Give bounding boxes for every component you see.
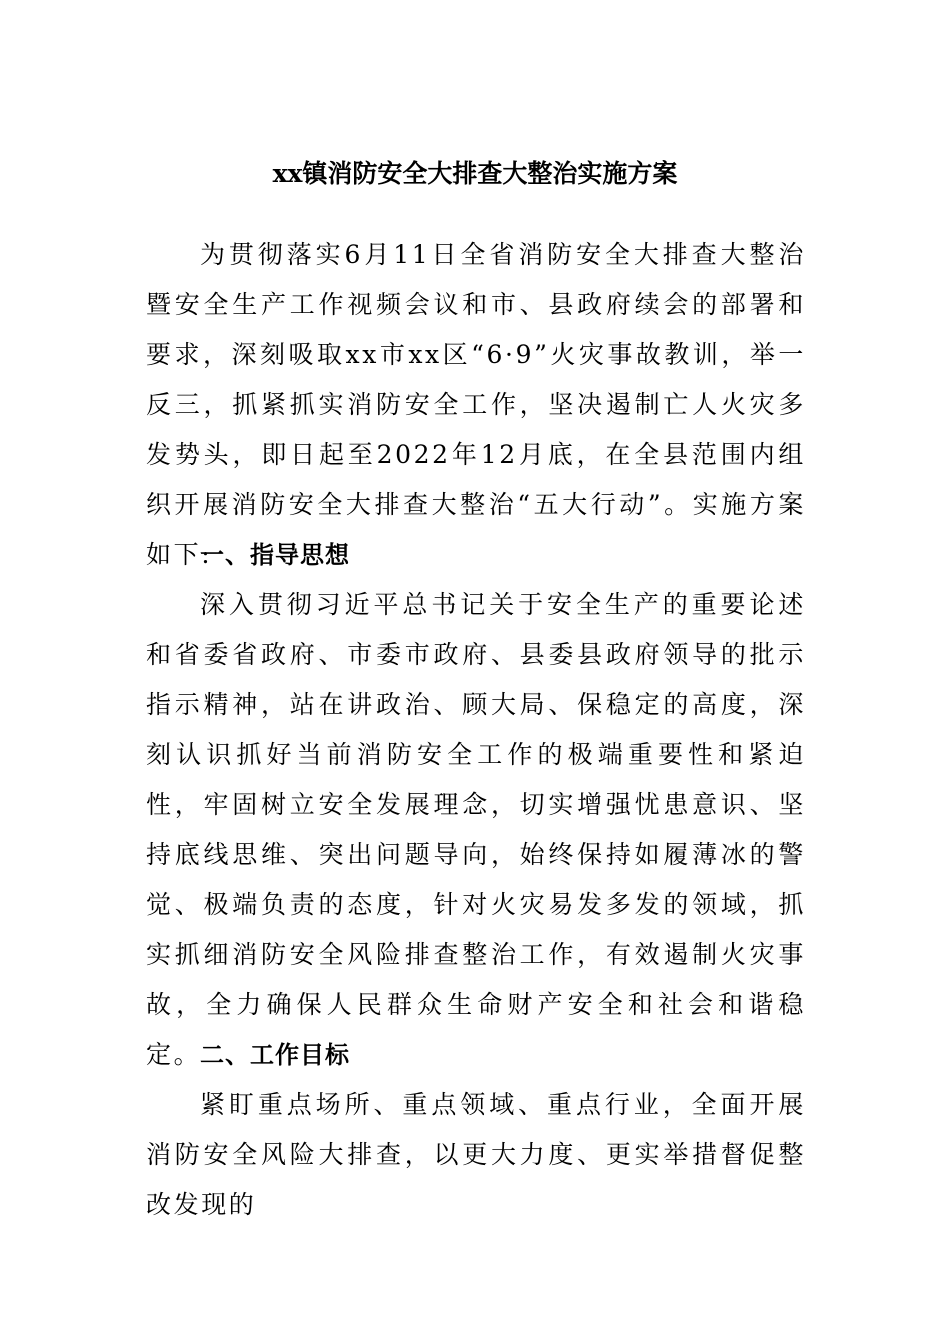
section-heading-work-goals: 二、工作目标 (200, 1041, 350, 1069)
section-paragraph-work-goals: 紧盯重点场所、重点领域、重点行业，全面开展消防安全风险大排查，以更大力度、更实举措督促整改发现的 (146, 1090, 806, 1219)
section-heading-guiding-ideology: 一、指导思想 (200, 541, 350, 569)
section-paragraph-guiding-ideology: 深入贯彻习近平总书记关于安全生产的重要论述和省委省政府、市委市政府、县委县政府领导的批示指示精神，站在讲政治、顾大局、保稳定的高度，深刻认识抓好当前消防安全工作的极端重要性和紧迫性，牢固树立安全发展理念，切实增强忧患意识、坚持底线思维、突出问题导向，始终保持如履薄冰的警觉、极端负责的态度，针对火灾易发多发的领域，抓实抓细消防安全风险排查整治工作，有效遏制火灾事故，全力确保人民群众生命财产安全和社会和谐稳定。 (146, 590, 806, 1069)
intro-paragraph: 为贯彻落实6月11日全省消防安全大排查大整治暨安全生产工作视频会议和市、县政府续会的部署和要求，深刻吸取xx市xx区“6·9”火灾事故教训，举一反三，抓紧抓实消防安全工作，坚决遏制亡人火灾多发势头，即日起至2022年12月底，在全县范围内组织开展消防安全大排查大整治“五大行动”。实施方案如下: (146, 240, 806, 569)
document-title: xx镇消防安全大排查大整治实施方案 (272, 159, 678, 188)
